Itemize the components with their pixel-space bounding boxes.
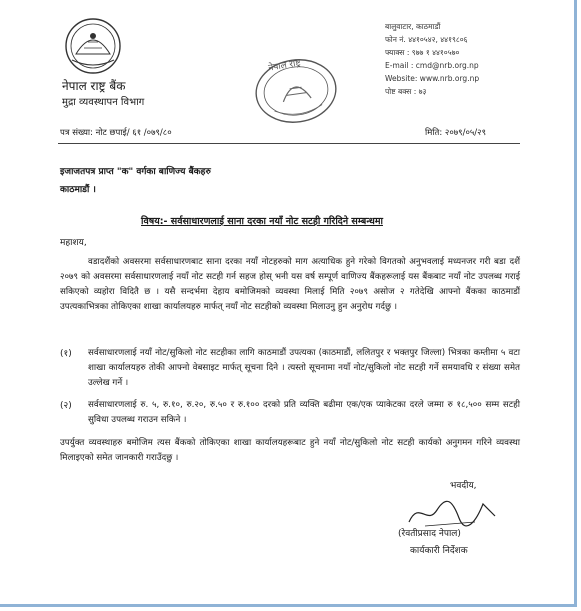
closing-regards: भवदीय, xyxy=(450,481,477,491)
signer-name: (रेवतीप्रसाद नेपाल) xyxy=(398,529,461,539)
recipient-line2: काठमाडौं । xyxy=(60,185,96,195)
nrb-logo-icon xyxy=(62,16,124,76)
department-name: मुद्रा व्यवस्थापन विभाग xyxy=(62,97,145,108)
org-name: नेपाल राष्ट्र बैंक xyxy=(62,79,126,93)
recipient-line1: इजाजतपत्र प्राप्त "क" वर्गका बाणिज्य बैंकहरु xyxy=(60,167,211,177)
phone: फोन नं. ४४१०५४२, ४४१९८०६ xyxy=(385,35,468,44)
salutation: महाशय, xyxy=(60,238,87,248)
body-paragraph-1: वडादशैंको अवसरमा सर्वसाधारणबाट साना दरका नयाँ नोटहरुको माग अत्याधिक हुने गरेको विगतको अनुभवलाई मध्यनजर गरी बडा दशैं २०७९ को अवसरमा सर्वसाधारणलाई नयाँ नोट सटही गर्न सहज होस् भनी यस वर्ष सम्पूर्ण वाणिज्य बैंकहरूलाई यस बैंकबाट नयाँ नोट उपलब्ध गराई सकिएको व्यहोरा विदितै छ । यसै सन्दर्भमा देहाय बमोजिमको व्यवस्था मिलाई मिति २०७९ असोज २ गतेदेखि आफ्नो बैंकका काठमाडौं उपत्यकाभित्रका तोकिएका शाखा कार्यालयहरु मार्फत् नयाँ नोट सटहीको व्यवस्था मिलाउनु हुन अनुरोध गर्दछु । xyxy=(60,257,520,312)
website: Website: www.nrb.org.np xyxy=(385,74,480,83)
subject: विषय:- सर्वसाधारणलाई साना दरका नयाँ नोट सटही गरिदिने सम्बन्धमा xyxy=(141,216,383,227)
body-paragraph-2: उपर्युक्त व्यवस्थाहरु बमोजिम त्यस बैंकको तोकिएका शाखा कार्यालयहरूबाट हुने नयाँ नोट/सुकिलो नोट सटही कार्यको अनुगमन गरिने व्यवस्था मिलाइएको समेत जानकारी गराउँदछु । xyxy=(60,438,520,463)
signer-title: कार्यकारी निर्देशक xyxy=(410,546,468,556)
item-text-1: सर्वसाधारणलाई नयाँ नोट/सुकिलो नोट सटहीका लागि काठमाडौं उपत्यका (काठमाडौं, ललितपुर र भक्तपुर जिल्ला) भित्रका कम्तीमा ५ वटा शाखा कार्यालयहरु तोकी आफ्नो वेबसाइट मार्फत् सूचना दिने । त्यस्तो सूचनामा नयाँ नोट/सुकिलो नोट सटही गर्ने समयावधि र संख्या समेत उल्लेख गर्ने । xyxy=(88,348,520,388)
letter-date: मिति: २०७९/०५/२९ xyxy=(425,128,486,138)
seal-text: नेपाल राष्ट्र xyxy=(267,58,302,74)
item-text-2: सर्वसाधारणलाई रु. ५, रु.१०, रु.२०, रु.५० र रु.१०० दरको प्रति व्यक्ति बढीमा एक/एक प्याकेटका दरले जम्मा रु १८,५०० सम्म सटही सुविधा उपलब्ध गराउन सकिने । xyxy=(88,400,520,425)
signature-icon xyxy=(405,496,500,530)
item-number-2: (२) xyxy=(60,401,72,411)
fax: फ्याक्स : ९७७ १ ४४१०५७० xyxy=(385,48,460,57)
address: बालुवाटार, काठमाडौं xyxy=(385,22,441,31)
item-number-1: (१) xyxy=(60,349,72,359)
header-divider xyxy=(58,143,520,144)
email: E-mail : cmd@nrb.org.np xyxy=(385,61,479,70)
po-box: पोष्ट बक्स : ७३ xyxy=(385,87,427,96)
letter-number: पत्र संख्या: नोट छपाई/ ६१ /०७९/८० xyxy=(60,128,172,138)
